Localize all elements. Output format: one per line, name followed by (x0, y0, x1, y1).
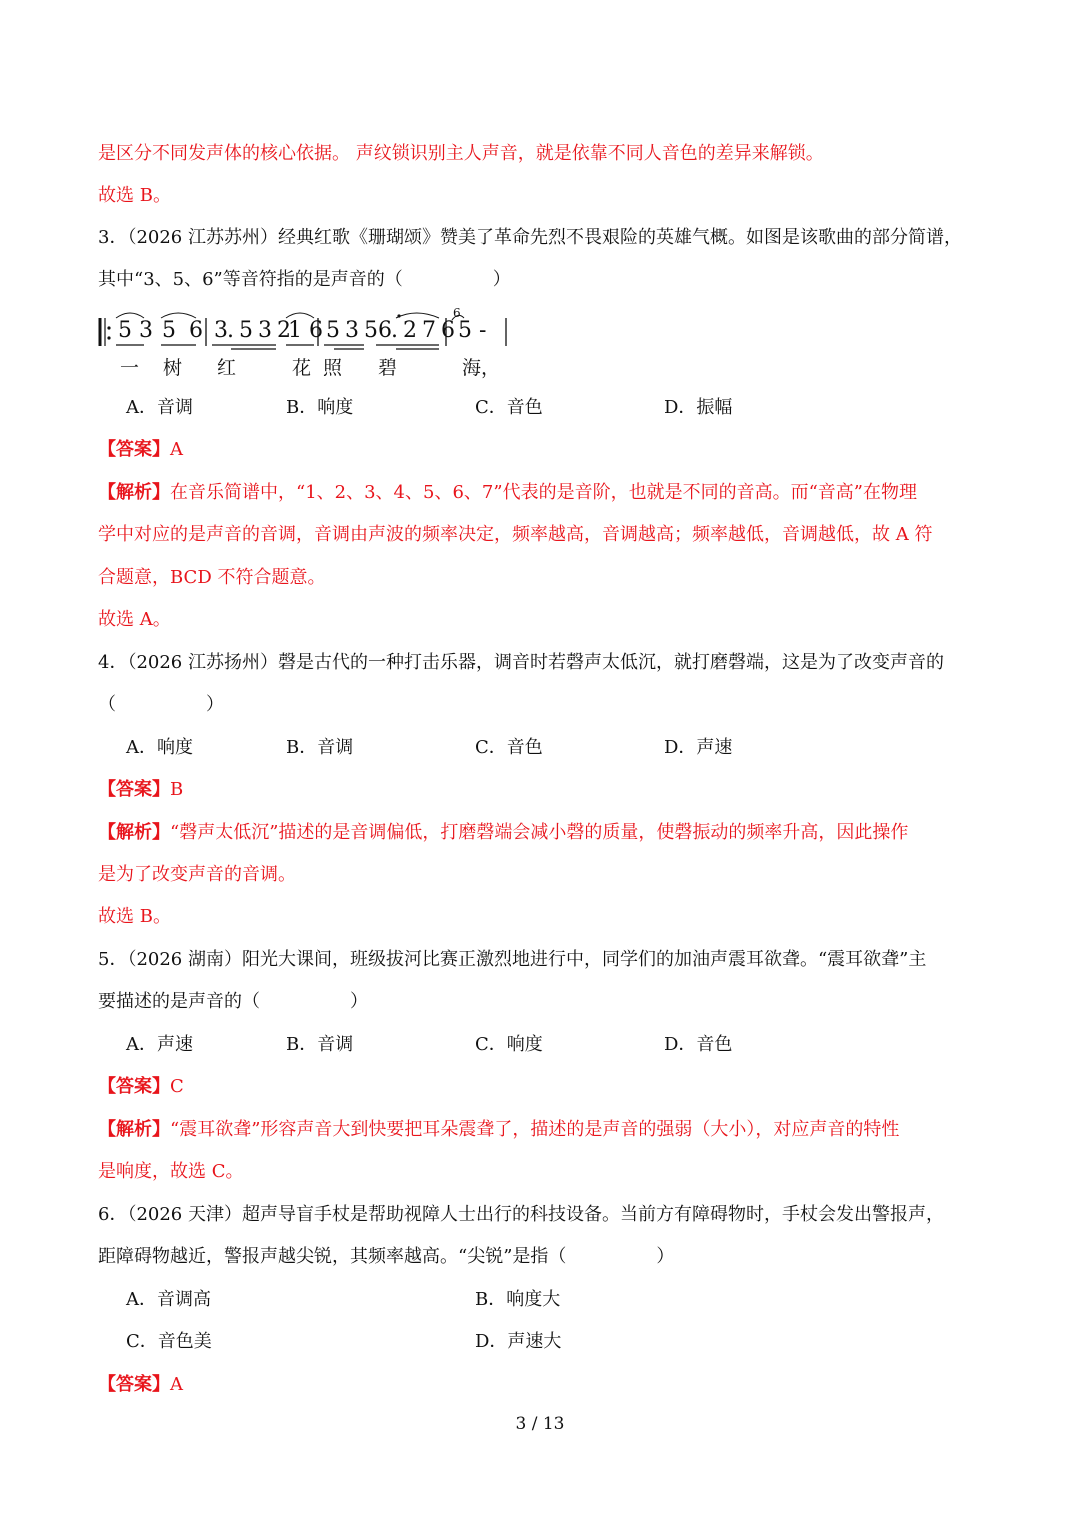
answer-value: B (170, 779, 184, 800)
q4-stem-line2: （ ） (98, 694, 224, 715)
q5-option-b: B．音调 (286, 1034, 354, 1055)
q4-conclusion: 故选 B。 (98, 906, 171, 927)
answer-label: 【答案】 (98, 1374, 170, 1395)
q3-analysis-line1 (98, 481, 988, 505)
score-group-2: 5 6 (162, 318, 203, 343)
q5-option-c: C．响度 (475, 1034, 543, 1055)
q3-answer (98, 438, 988, 462)
q5-analysis-line2: 是响度，故选 C。 (98, 1161, 244, 1182)
q3-option-b: B．响度 (286, 397, 354, 418)
q6-stem-line2: 距障碍物越近，警报声越尖锐，其频率越高。“尖锐”是指（ ） (98, 1246, 675, 1267)
lyric-4: 花 (292, 357, 312, 379)
lyric-2: 树 (163, 357, 183, 379)
answer-label: 【答案】 (98, 439, 170, 460)
answer-value: C (170, 1076, 184, 1097)
q4-analysis-line1 (98, 821, 988, 845)
q3-option-d: D．振幅 (664, 397, 733, 418)
q4-option-b: B．音调 (286, 737, 354, 758)
score-grace-note: 6 (453, 306, 461, 320)
score-group-5: 5 3 5 (326, 318, 377, 343)
q5-analysis-line1 (98, 1118, 988, 1142)
q4-option-c: C．音色 (475, 737, 543, 758)
answer-label: 【答案】 (98, 779, 170, 800)
lyric-7: 海， (462, 357, 501, 379)
q5-option-d: D．音色 (664, 1034, 733, 1055)
q6-stem-line1: 6．（2026 天津）超声导盲手杖是帮助视障人士出行的科技设备。当前方有障碍物时，手杖会发出警报声， (98, 1204, 944, 1225)
analysis-text: 在音乐简谱中，“1、2、3、4、5、6、7”代表的是音阶，也就是不同的音高。而“音高”在物理 (170, 482, 917, 503)
q3-option-c: C．音色 (475, 397, 543, 418)
numbered-musical-notation (96, 308, 516, 398)
q5-stem-line1: 5．（2026 湖南）阳光大课间，班级拔河比赛正激烈地进行中，同学们的加油声震耳欲聋。“震耳欲聋”主 (98, 949, 927, 970)
answer-value: A (170, 1374, 183, 1395)
q3-stem-line1: 3．（2026 江苏苏州）经典红歌《珊瑚颂》赞美了革命先烈不畏艰险的英雄气概。如图是该歌曲的部分简谱， (98, 227, 962, 248)
q5-answer (98, 1075, 988, 1099)
q3-conclusion: 故选 A。 (98, 609, 171, 630)
lyric-6: 碧 (378, 357, 398, 379)
q5-option-a: A．声速 (126, 1034, 193, 1055)
q4-analysis-line2: 是为了改变声音的音调。 (98, 864, 296, 885)
analysis-label: 【解析】 (98, 482, 170, 503)
lyric-5: 照 (323, 357, 343, 379)
q5-stem-line2: 要描述的是声音的（ ） (98, 991, 368, 1012)
score-group-6: 6. 2 7 6 (378, 318, 454, 343)
q4-option-a: A．响度 (126, 737, 193, 758)
q3-stem-line2: 其中“3、5、6”等音符指的是声音的（ ） (98, 269, 511, 290)
prev-conclusion: 故选 B。 (98, 185, 171, 206)
q3-option-a: A．音调 (126, 397, 193, 418)
q4-answer (98, 778, 988, 802)
q4-stem-line1: 4．（2026 江苏扬州）磬是古代的一种打击乐器，调音时若磬声太低沉，就打磨磬端，这是为了改变声音的 (98, 652, 944, 673)
score-group-7: 5 - (458, 318, 487, 343)
q6-option-c: C．音色美 (126, 1331, 212, 1352)
q6-option-b: B．响度大 (475, 1289, 561, 1310)
score-group-3: 3. 5 3 2 (214, 318, 290, 343)
lyric-1: 一 (120, 357, 140, 379)
q6-option-d: D．声速大 (475, 1331, 562, 1352)
q6-answer (98, 1373, 988, 1397)
page-number: 3 / 13 (515, 1414, 565, 1434)
q4-option-d: D．声速 (664, 737, 733, 758)
lyric-3: 红 (217, 357, 237, 379)
analysis-text: “震耳欲聋”形容声音大到快要把耳朵震聋了，描述的是声音的强弱（大小），对应声音的特性 (170, 1119, 900, 1140)
q6-option-a: A．音调高 (126, 1289, 211, 1310)
q3-analysis-line3: 合题意，BCD 不符合题意。 (98, 567, 326, 588)
score-group-4: 1 6 (288, 318, 323, 343)
analysis-label: 【解析】 (98, 822, 170, 843)
q3-analysis-line2: 学中对应的是声音的音调，音调由声波的频率决定，频率越高，音调越高；频率越低，音调越低，故 A 符 (98, 524, 933, 545)
analysis-text: “磬声太低沉”描述的是音调偏低，打磨磬端会减小磬的质量，使磬振动的频率升高，因此操作 (170, 822, 909, 843)
score-group-1: 5 3 (118, 318, 153, 343)
analysis-label: 【解析】 (98, 1119, 170, 1140)
answer-value: A (170, 439, 183, 460)
answer-label: 【答案】 (98, 1076, 170, 1097)
prev-analysis-tail: 是区分不同发声体的核心依据。 声纹锁识别主人声音，就是依靠不同人音色的差异来解锁。 (98, 143, 824, 164)
